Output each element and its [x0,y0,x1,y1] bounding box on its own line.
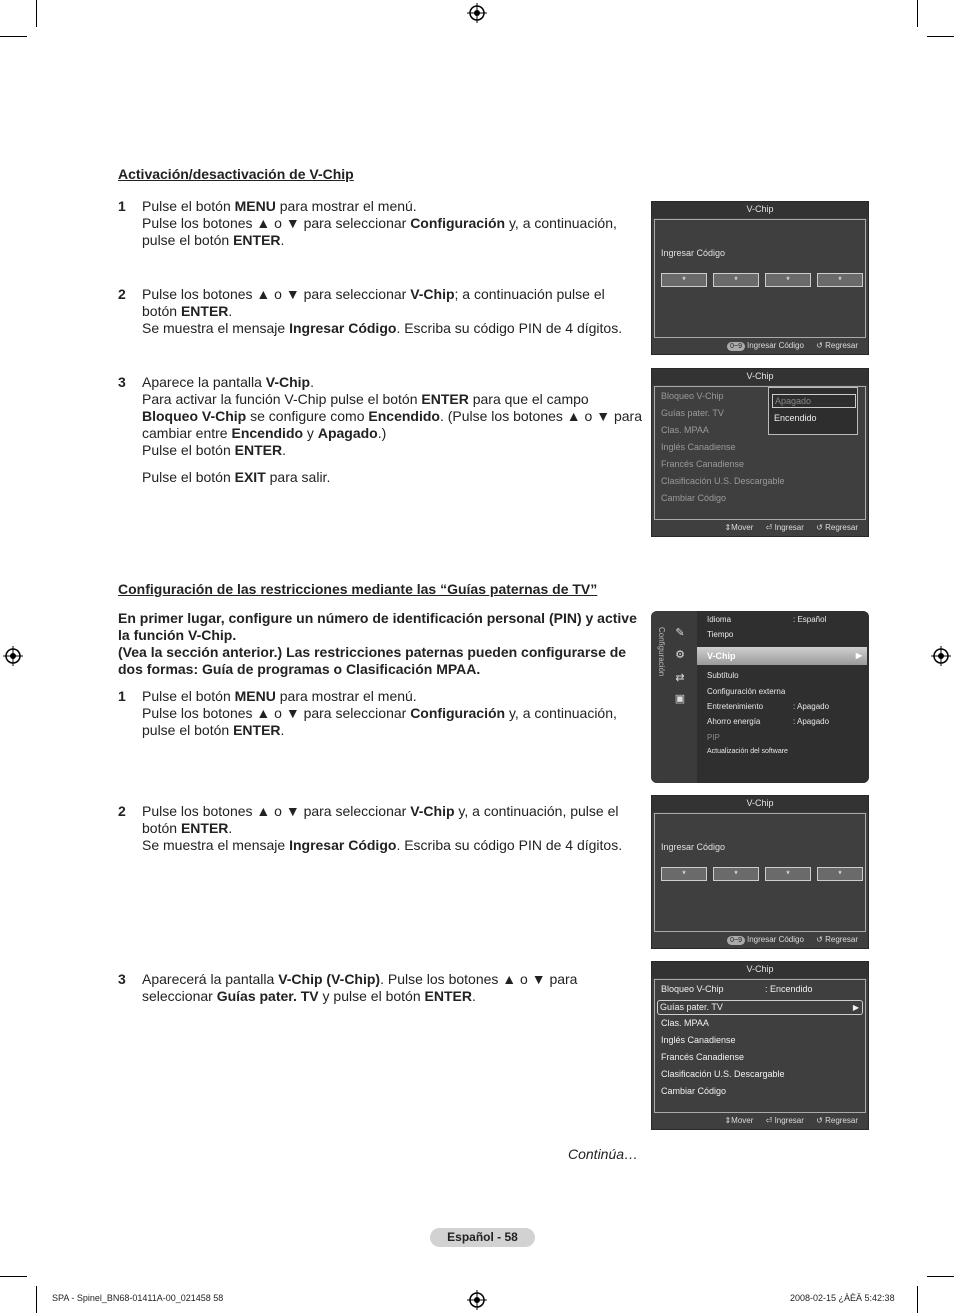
footer-enter-label: Ingresar [774,523,804,532]
step-number: 3 [118,971,126,987]
keypad-badge: 0~9 [727,936,745,945]
keypad-badge: 0~9 [727,342,745,351]
popup-option-apagado[interactable]: Apagado [772,394,856,408]
step-body [142,688,643,739]
crop-mark [927,1276,954,1277]
screen-footer [652,338,868,354]
instruction-line: seleccionar Guías pater. TV y pulse el botón ENTER. [142,988,476,1004]
footer-enter-label: Ingresar [774,1116,804,1125]
config-item-pip[interactable]: PIP [707,733,720,742]
pin-digit[interactable]: * [661,867,707,881]
step-body [142,374,643,486]
step-number: 2 [118,803,126,819]
instruction-line: pulse el botón ENTER. [142,232,285,248]
instruction-line: cambiar entre Encendido y Apagado.) [142,425,387,441]
config-list [697,611,869,783]
crop-mark [917,0,918,27]
screen-title: V-Chip [652,202,868,218]
screen-footer [652,932,868,948]
picture-icon[interactable]: ✎ [675,627,685,639]
menu-item-ingles[interactable]: Inglés Canadiense [661,442,736,452]
arrow-right-icon: ▶ [852,1003,859,1012]
step-1-activation [118,198,643,249]
intro-line: la función V-Chip. [118,627,237,643]
pin-digit[interactable]: * [765,273,811,287]
config-item-entretenimiento[interactable]: Entretenimiento : Apagado [707,702,830,711]
instruction-line: Pulse los botones ▲ o ▼ para seleccionar Configuración y, a continuación, [142,215,617,231]
vchip-pin-screen [651,201,869,355]
menu-item-mpaa[interactable]: Clas. MPAA [661,425,709,435]
step-number: 1 [118,688,126,704]
bloqueo-popup [768,387,858,435]
config-item-vchip-selected[interactable]: V-Chip ▶ [697,647,867,665]
config-side-label: Configuración [657,627,666,677]
instruction-line: Para activar la función V-Chip pulse el botón ENTER para que el campo [142,391,589,407]
step-1-restrictions [118,688,643,739]
instruction-line: pulse el botón ENTER. [142,722,285,738]
input-icon[interactable]: ⇄ [675,672,685,684]
screen-title: V-Chip [652,962,868,978]
step-number: 1 [118,198,126,214]
step-body [142,971,643,1005]
instruction-line: Pulse el botón ENTER. [142,442,286,458]
exit-line [142,469,643,486]
config-sidebar [651,611,697,783]
section-title-activation: Activación/desactivación de V-Chip [118,166,354,182]
pin-label: Ingresar Código [661,842,726,852]
section-intro [118,610,638,678]
config-menu-screen [651,611,869,783]
instruction-line: Aparecerá la pantalla V-Chip (V-Chip). Pulse los botones ▲ o ▼ para [142,971,578,987]
arrow-right-icon: ▶ [855,651,862,660]
menu-item-guias-selected[interactable]: Guías pater. TV ▶ [657,1000,863,1015]
crop-mark [36,0,37,27]
config-item-idioma[interactable]: Idioma : Español [707,615,827,624]
config-item-ahorro[interactable]: Ahorro energía : Apagado [707,717,830,726]
registration-mark-icon [467,1290,487,1310]
intro-line: (Vea la sección anterior.) Las restricciones paternas pueden configurarse de [118,644,627,660]
application-icon[interactable]: ▣ [674,693,686,705]
crop-mark [917,1286,918,1313]
page-number: Español - 58 [430,1228,535,1247]
registration-mark-icon [3,646,23,666]
move-icon: ⇕ [724,1116,732,1125]
screen-panel [654,813,866,932]
menu-item-guias[interactable]: Guías pater. TV [661,408,724,418]
popup-option-encendido[interactable]: Encendido [774,413,817,423]
config-item-externa[interactable]: Configuración externa [707,687,786,696]
instruction-line: Se muestra el mensaje Ingresar Código. Escriba su código PIN de 4 dígitos. [142,837,623,853]
screen-title: V-Chip [652,369,868,385]
menu-item-bloqueo[interactable]: Bloqueo V-Chip : Encendido [661,984,813,994]
screen-footer [652,520,868,536]
config-item-software[interactable]: Actualización del software [707,748,788,755]
screen-panel [654,219,866,338]
screen-footer [652,1113,868,1129]
step-body [142,803,643,854]
menu-item-mpaa[interactable]: Clas. MPAA [661,1018,709,1028]
instruction-line: Bloqueo V-Chip se configure como Encendido. (Pulse los botones ▲ o ▼ para [142,408,642,424]
instruction-line: Pulse los botones ▲ o ▼ para seleccionar V-Chip; a continuación pulse el [142,286,605,302]
return-icon: ↺ [816,341,823,350]
move-icon: ⇕ [724,523,732,532]
crop-mark [0,1276,27,1277]
continues-label: Continúa… [568,1146,639,1162]
footer-file-info: SPA - Spinel_BN68-01411A-00_021458 58 [52,1293,224,1303]
vchip-pin-screen-2 [651,795,869,949]
config-item-tiempo[interactable]: Tiempo [707,630,734,639]
instruction-line: Pulse los botones ▲ o ▼ para seleccionar V-Chip y, a continuación, pulse el [142,803,619,819]
footer-back-label: Regresar [825,341,858,350]
pin-digit[interactable]: * [713,273,759,287]
menu-item-frances[interactable]: Francés Canadiense [661,1052,745,1062]
pin-digit[interactable]: * [817,273,863,287]
step-body [142,286,643,337]
crop-mark [927,36,954,37]
intro-line: dos formas: Guía de programas o Clasificación MPAA. [118,661,481,677]
pin-digit[interactable]: * [661,273,707,287]
setup-gear-icon[interactable]: ⚙ [675,649,685,661]
enter-icon: ⏎ [765,523,773,532]
config-item-subtitulo[interactable]: Subtítulo [707,671,739,680]
instruction-line: Pulse el botón EXIT para salir. [142,469,331,485]
return-icon: ↺ [816,523,823,532]
footer-pin-label: Ingresar Código [747,935,804,944]
footer-timestamp: 2008-02-15 ¿ÀÈÄ 5:42:38 [790,1293,895,1303]
menu-item-frances[interactable]: Francés Canadiense [661,459,745,469]
menu-item-us-descargable[interactable]: Clasificación U.S. Descargable [661,476,785,486]
instruction-line: botón ENTER. [142,303,233,319]
instruction-line: Pulse los botones ▲ o ▼ para seleccionar Configuración y, a continuación, [142,705,617,721]
instruction-line: Se muestra el mensaje Ingresar Código. Escriba su código PIN de 4 dígitos. [142,320,623,336]
return-icon: ↺ [816,1116,823,1125]
step-3-activation [118,374,643,486]
menu-item-cambiar-codigo[interactable]: Cambiar Código [661,493,727,503]
footer-move-label: Mover [731,523,754,532]
footer-back-label: Regresar [825,1116,858,1125]
footer-back-label: Regresar [825,935,858,944]
registration-mark-icon [467,3,487,23]
enter-icon: ⏎ [765,1116,773,1125]
pin-digit[interactable]: * [765,867,811,881]
instruction-line: Aparece la pantalla V-Chip. [142,374,314,390]
intro-line: En primer lugar, configure un número de identificación personal (PIN) y active [118,610,637,626]
footer-back-label: Regresar [825,523,858,532]
step-3-restrictions [118,971,643,1005]
instruction-line: Pulse el botón MENU para mostrar el menú. [142,198,417,214]
return-icon: ↺ [816,935,823,944]
pin-label: Ingresar Código [661,248,726,258]
section-title-restrictions: Configuración de las restricciones mediante las “Guías paternas de TV” [118,581,598,597]
step-body [142,198,643,249]
step-number: 2 [118,286,126,302]
menu-item-cambiar-codigo[interactable]: Cambiar Código [661,1086,727,1096]
footer-pin-label: Ingresar Código [747,341,804,350]
registration-mark-icon [931,646,951,666]
pin-digit[interactable]: * [817,867,863,881]
screen-title: V-Chip [652,796,868,812]
vchip-menu-screen-2 [651,961,869,1130]
step-2-restrictions [118,803,643,854]
step-number: 3 [118,374,126,390]
crop-mark [36,1286,37,1313]
menu-item-bloqueo[interactable]: Bloqueo V-Chip [661,391,724,401]
instruction-line: Pulse el botón MENU para mostrar el menú. [142,688,417,704]
pin-digit[interactable]: * [713,867,759,881]
step-lines [142,374,643,459]
footer-move-label: Mover [731,1116,754,1125]
crop-mark [0,36,27,37]
step-2-activation [118,286,643,337]
screen-panel [654,979,866,1113]
instruction-line: botón ENTER. [142,820,233,836]
menu-item-ingles[interactable]: Inglés Canadiense [661,1035,736,1045]
menu-item-us-descargable[interactable]: Clasificación U.S. Descargable [661,1069,785,1079]
